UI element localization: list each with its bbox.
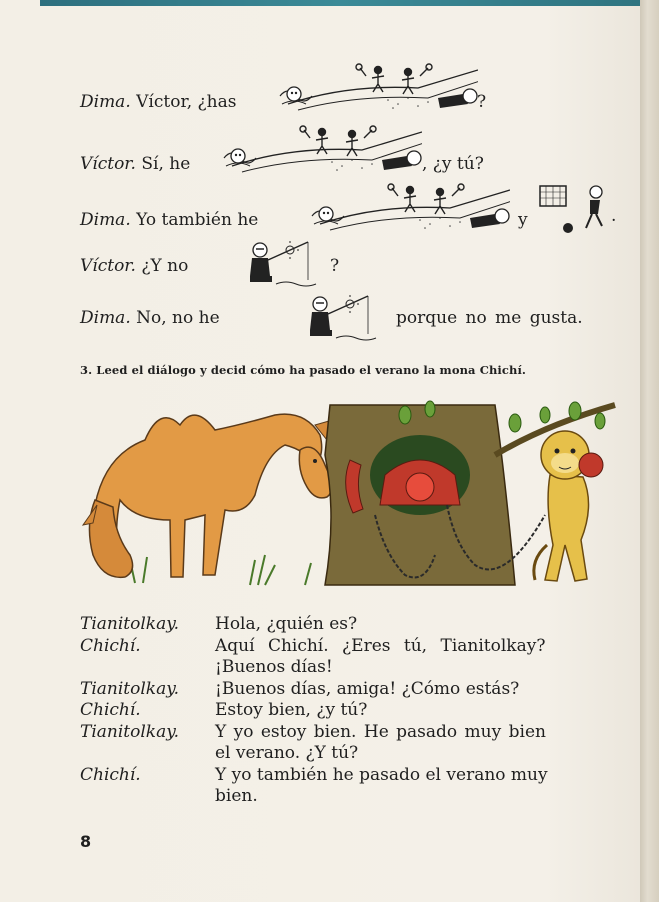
fishing-pictogram: [306, 294, 378, 342]
cover-strip: [40, 0, 640, 6]
dialog-row: [80, 765, 625, 808]
speech: [215, 614, 625, 636]
dialog-line-1-end: [477, 92, 486, 112]
speech: [215, 636, 625, 679]
line-text: y: [518, 210, 528, 230]
speaker: Dima.: [80, 92, 131, 112]
speaker: Tianitolkay.: [80, 678, 179, 699]
speech: [215, 700, 625, 722]
illustration-camel-and-monkey-on-phone: [75, 395, 625, 595]
beach-games-pictogram: [278, 60, 478, 120]
speech-line: Y yo también he pasado el verano muy: [215, 764, 548, 785]
speaker: Dima.: [80, 210, 131, 230]
dialog-line-2: [80, 154, 190, 174]
football-pictogram: [538, 184, 608, 234]
line-text: ¿Y no: [141, 256, 189, 276]
dialog-line-3-end: [611, 206, 616, 226]
dialog-line-5: [80, 308, 220, 328]
speaker: Chichí.: [80, 700, 141, 720]
line-text: ?: [330, 256, 340, 276]
line-text: ?: [477, 92, 487, 112]
line-text: Yo también he: [136, 210, 259, 230]
beach-games-pictogram: [310, 180, 510, 240]
speech-line: ¡Buenos días!: [215, 657, 333, 677]
dialog-row: [80, 700, 625, 722]
speaker: Chichí.: [80, 764, 141, 785]
speech-line: ¡Buenos días, amiga! ¿Cómo estás?: [215, 678, 520, 699]
page-number: 8: [80, 832, 92, 851]
line-text: Sí, he: [141, 154, 191, 174]
speech-line: bien.: [215, 786, 258, 806]
speech-line: Estoy bien, ¿y tú?: [215, 700, 368, 720]
dialog-line-3-mid: [518, 210, 528, 230]
line-text: Víctor, ¿has: [136, 92, 237, 112]
line-text: , ¿y tú?: [422, 154, 484, 174]
dialog-line-4: [80, 256, 188, 276]
dialog-line-3: [80, 210, 258, 230]
line-text: porque no me gusta.: [396, 308, 583, 328]
speech-line: Hola, ¿quién es?: [215, 614, 358, 634]
line-text: .: [611, 206, 617, 226]
beach-games-pictogram: [222, 122, 422, 182]
exercise-instruction: 3. Leed el diálogo y decid cómo ha pasado el verano la mona Chichí.: [80, 363, 527, 377]
speaker: Dima.: [80, 308, 131, 328]
page-edge: [640, 0, 659, 902]
speech-line: el verano. ¿Y tú?: [215, 743, 359, 763]
dialog-row: [80, 679, 625, 701]
speaker: Tianitolkay.: [80, 614, 179, 634]
dialog-row: [80, 722, 625, 765]
dialog-row: [80, 614, 625, 636]
dialog-line-5-end: [396, 308, 583, 328]
speech-line: Aquí Chichí. ¿Eres tú, Tianitolkay?: [215, 635, 546, 656]
dialog-line-1: [80, 92, 236, 112]
speech-line: Y yo estoy bien. He pasado muy bien: [215, 721, 546, 742]
speaker: Víctor.: [80, 154, 136, 174]
fishing-pictogram: [246, 240, 318, 288]
speaker: Chichí.: [80, 635, 141, 656]
speech: [215, 722, 625, 765]
dialog-line-4-end: [330, 256, 339, 276]
dialog-line-2-end: [422, 154, 484, 174]
dialog-row: [80, 636, 625, 679]
speaker: Tianitolkay.: [80, 721, 179, 742]
speaker: Víctor.: [80, 256, 136, 276]
line-text: No, no he: [136, 308, 220, 328]
dialog: [80, 614, 625, 808]
speech: [215, 765, 625, 808]
speech: [215, 679, 625, 701]
